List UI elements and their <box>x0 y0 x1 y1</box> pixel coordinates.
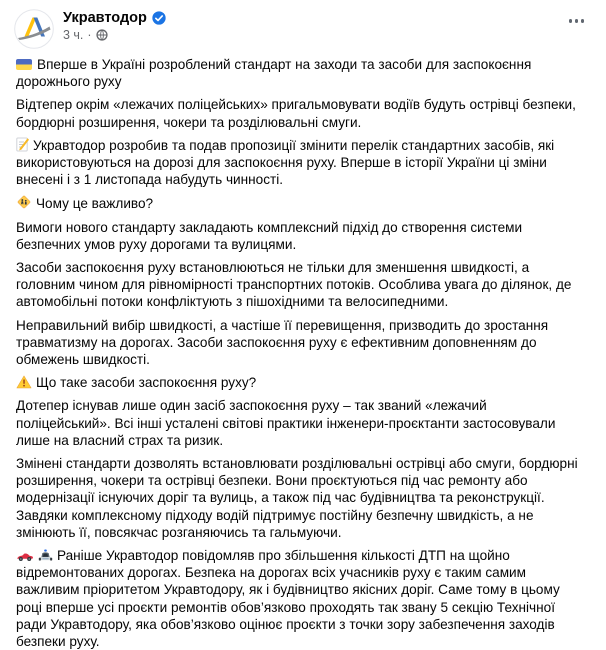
more-options-button[interactable] <box>563 9 591 33</box>
verified-badge-icon <box>152 11 166 25</box>
globe-icon <box>96 29 108 41</box>
page-name[interactable]: Укравтодор <box>63 10 147 26</box>
paragraph <box>16 374 584 391</box>
paragraph-text: Що таке засоби заспокоєння руху? <box>36 375 257 391</box>
timestamp[interactable]: 3 ч. <box>63 28 84 42</box>
children-crossing-sign-icon <box>16 194 32 210</box>
ukraine-flag-icon <box>16 59 32 70</box>
paragraph <box>16 219 584 253</box>
paragraph-text: Неправильний вибір швидкості, а частіше її перевищення, призводить до зростання травматизму на дорогах. Засоби заспокоєння руху є ефективним доповненням до обмежень швидкості. <box>16 317 549 368</box>
memo-icon <box>16 137 29 152</box>
meta-separator: · <box>87 28 92 42</box>
racing-car-icon <box>16 550 34 562</box>
paragraph <box>16 259 584 311</box>
paragraph <box>16 547 584 650</box>
paragraph <box>16 96 584 130</box>
paragraph-text: Вимоги нового стандарту закладають комплексний підхід до створення системи безпечних умов руху дорогами та вулицями. <box>16 219 523 252</box>
ukravtodor-logo <box>14 9 54 49</box>
paragraph <box>16 137 584 189</box>
paragraph <box>16 455 584 541</box>
paragraph <box>16 194 584 212</box>
warning-sign-icon <box>16 375 32 389</box>
paragraph <box>16 56 584 90</box>
post-header <box>0 0 606 53</box>
paragraph <box>16 317 584 369</box>
paragraph-text: Відтепер окрім «лежачих поліцейських» пригальмовувати водіїв будуть острівці безпеки, бордюрні розширення, чокери та розділювальні смуги. <box>16 97 576 130</box>
paragraph-text: Засоби заспокоєння руху встановлюються не тільки для зменшення швидкості, а головним чином для рівномірності транспортних потоків. Особлива увага до ділянок, де автомобільні потоки конфліктують з пішохідними та велосипедними. <box>16 260 572 310</box>
post-text <box>0 53 606 650</box>
header-info <box>63 9 563 42</box>
paragraph <box>16 397 584 449</box>
avatar[interactable] <box>14 9 54 49</box>
paragraph-text: Вперше в Україні розроблений стандарт на заходи та засоби для заспокоєння дорожнього руху <box>16 57 532 90</box>
paragraph-text: Раніше Укравтодор повідомляв про збільшення кількості ДТП на щойно відремонтованих дорогах. Безпека на дорогах всіх учасників руху є таким самим важливим пріоритетом Укравтодору, як і будівництво якісних доріг. Саме тому в цьому році вперше усі проєкти ремонтів обов’язково проходять так звану 5 секцію Технічної ради Укравтодору, яка обов’язково оцінює проєкти з точки зору забезпечення заходів безпеки руху. <box>16 548 560 650</box>
paragraph-text: Чому це важливо? <box>36 196 154 212</box>
paragraph-text: Укравтодор розробив та подав пропозиції змінити перелік стандартних засобів, які використовуються на дорозі для заспокоєння руху. Вперше в історії України ці зміни внесені і з 1 листопада набудуть чинності. <box>16 137 555 188</box>
police-car-icon <box>38 549 53 562</box>
paragraph-text: Змінені стандарти дозволять встановлювати розділювальні острівці або смуги, бордюрні розширення, чокери та острівці безпеки. Вони проєктуються під час ремонту або модернізації існуючих доріг та вулиць, а також під час будівництва та реконструкції. Завдяки комплексному підходу водій підтримує постійну безпечну швидкість, а не змінюють її, повсякчас розганяючись та гальмуючи. <box>16 456 578 540</box>
paragraph-text: Дотепер існував лише один засіб заспокоєння руху – так званий «лежачий поліцейський». Всі інші усталені світові практики інженери-проєктанти застосовували лише на власний страх та ризик. <box>16 398 556 448</box>
